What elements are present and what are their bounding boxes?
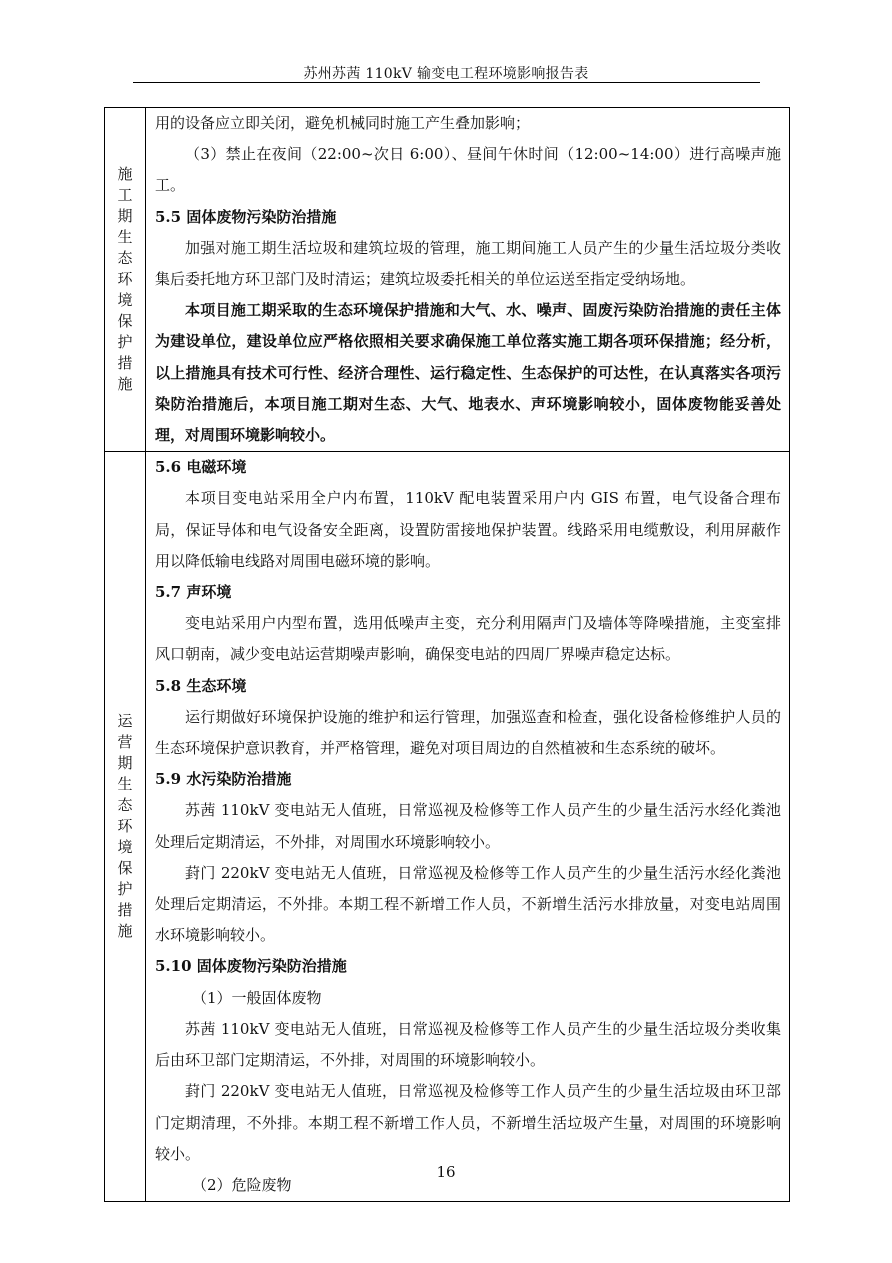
construction-label-cell (105, 108, 146, 452)
operation-label: 运营期生态环境保护措施 (117, 712, 133, 941)
paragraph: 葑门 220kV 变电站无人值班，日常巡视及检修等工作人员产生的少量生活垃圾由环卫部门定期清理，不外排。本期工程不新增工作人员，不新增生活垃圾产生量，对周围的环境影响较小。 (155, 1082, 781, 1163)
subheading: （1）一般固体废物 (192, 988, 322, 1007)
section-heading-5-9: 5.9 水污染防治措施 (155, 770, 292, 789)
paragraph: 运行期做好环境保护设施的维护和运行管理，加强巡查和检查，强化设备检修维护人员的生态环境保护意识教育，并严格管理，避免对项目周边的自然植被和生态系统的破坏。 (155, 707, 781, 758)
header-rule (133, 82, 760, 83)
header-title: 苏州苏茜 110kV 输变电工程环境影响报告表 (303, 66, 589, 82)
paragraph: 加强对施工期生活垃圾和建筑垃圾的管理，施工期间施工人员产生的少量生活垃圾分类收集后委托地方环卫部门及时清运；建筑垃圾委托相关的单位运送至指定受纳场地。 (155, 238, 781, 289)
section-heading-5-5: 5.5 固体废物污染防治措施 (155, 207, 337, 226)
paragraph: （3）禁止在夜间（22:00~次日 6:00）、昼间午休时间（12:00~14:00）进行高噪声施工。 (155, 145, 781, 195)
summary-paragraph: 本项目施工期采取的生态环境保护措施和大气、水、噪声、固废污染防治措施的责任主体为建设单位，建设单位应严格依照相关要求确保施工单位落实施工期各项环保措施；经分析，以上措施具有技术可行性、经济合理性、运行稳定性、生态保护的可达性，在认真落实各项污染防治措施后，本项目施工期对生态、大气、地表水、声环境影响较小，固体废物能妥善处理，对周围环境影响较小。 (155, 301, 781, 445)
paragraph: 用的设备应立即关闭，避免机械同时施工产生叠加影响； (155, 114, 531, 132)
paragraph: 变电站采用户内型布置，选用低噪声主变，充分利用隔声门及墙体等降噪措施，主变室排风口朝南，减少变电站运营期噪声影响，确保变电站的四周厂界噪声稳定达标。 (155, 614, 781, 664)
construction-row (105, 108, 790, 452)
paragraph: 苏茜 110kV 变电站无人值班，日常巡视及检修等工作人员产生的少量生活污水经化粪池处理后定期清运，不外排，对周围水环境影响较小。 (155, 801, 781, 851)
measures-table (104, 107, 790, 1202)
operation-row (105, 452, 790, 1202)
paragraph: 葑门 220kV 变电站无人值班，日常巡视及检修等工作人员产生的少量生活污水经化粪池处理后定期清运，不外排。本期工程不新增工作人员，不新增生活污水排放量，对变电站周围水环境影响较小。 (155, 863, 781, 945)
operation-label-cell (105, 452, 146, 1202)
page-number: 16 (436, 1163, 456, 1181)
section-heading-5-6: 5.6 电磁环境 (155, 458, 247, 477)
construction-content (146, 108, 790, 452)
section-heading-5-8: 5.8 生态环境 (155, 676, 247, 695)
operation-content (146, 452, 790, 1202)
paragraph: 本项目变电站采用全户内布置，110kV 配电装置采用户内 GIS 布置，电气设备合理布局，保证导体和电气设备安全距离，设置防雷接地保护装置。线路采用电缆敷设，利用屏蔽作用以降低输电线路对周围电磁环境的影响。 (155, 489, 781, 570)
construction-label: 施工期生态环境保护措施 (117, 165, 133, 394)
section-heading-5-10: 5.10 固体废物污染防治措施 (155, 957, 347, 976)
section-heading-5-7: 5.7 声环境 (155, 583, 232, 602)
paragraph: 苏茜 110kV 变电站无人值班，日常巡视及检修等工作人员产生的少量生活垃圾分类收集后由环卫部门定期清运，不外排，对周围的环境影响较小。 (155, 1019, 781, 1070)
subheading: （2）危险废物 (192, 1175, 292, 1194)
